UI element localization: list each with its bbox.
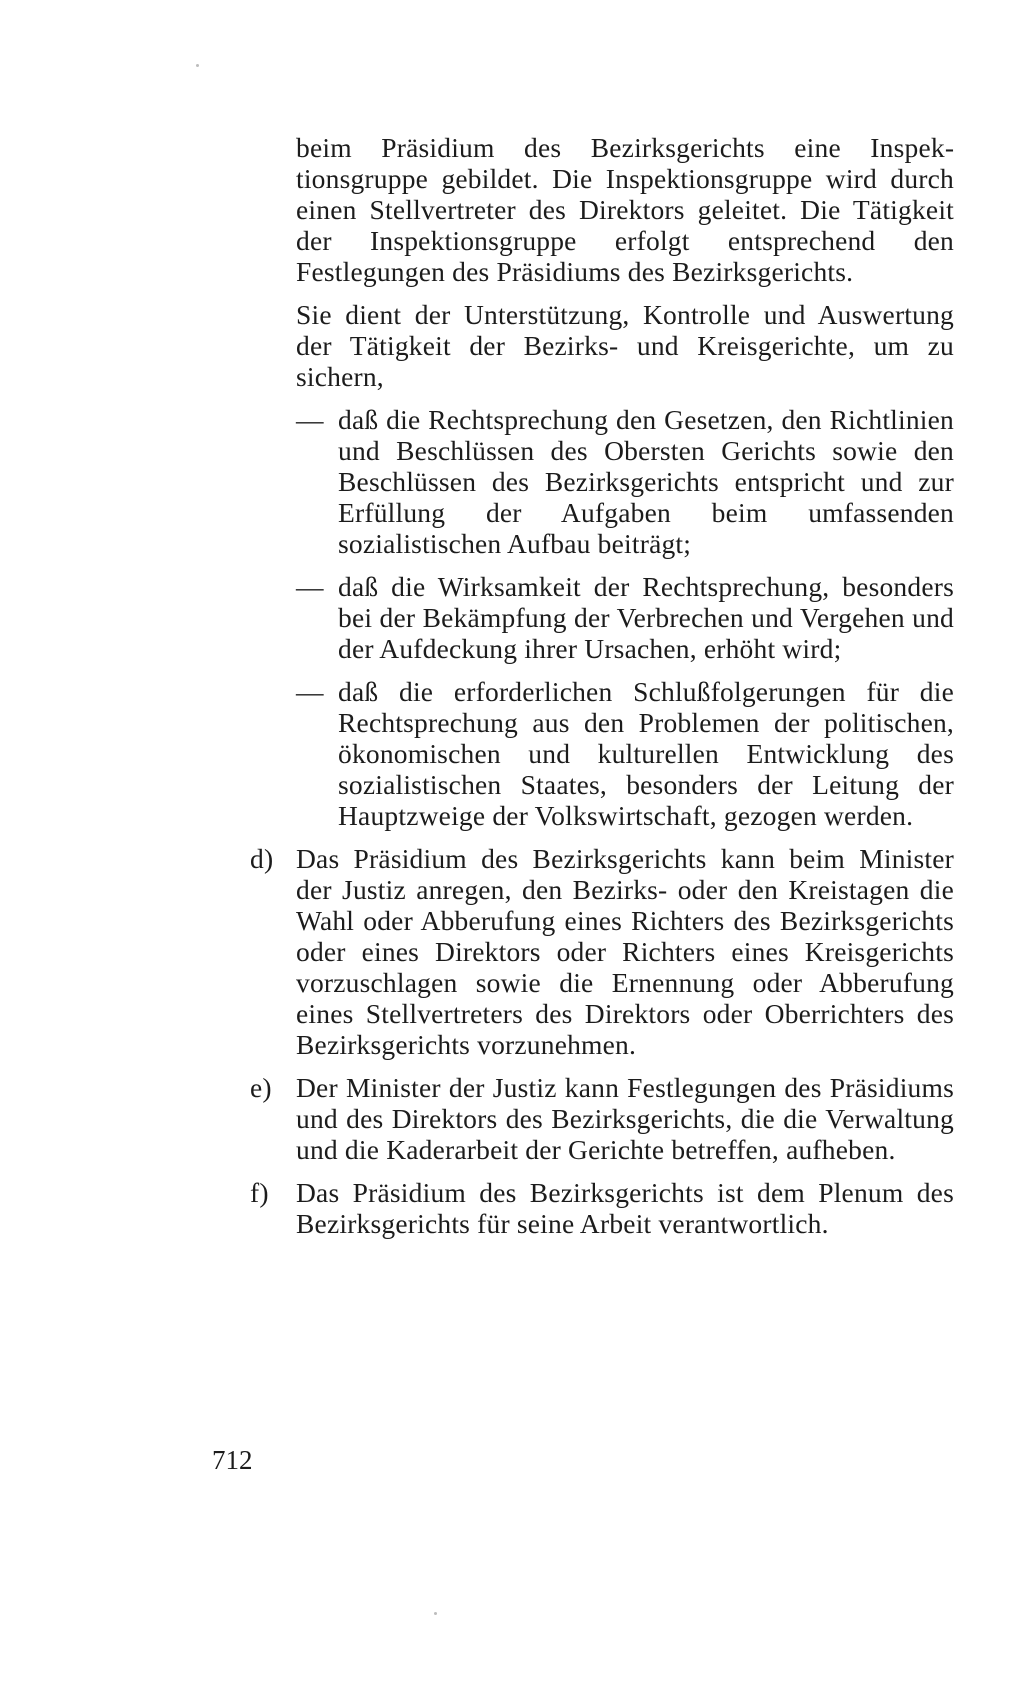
item-letter: d) — [250, 843, 274, 874]
lettered-item-f — [250, 1177, 954, 1239]
dash-item — [296, 404, 954, 559]
item-text: Das Präsidium des Bezirksgerichts ist dem Plenum des Bezirksgerichts für seine Arbeit verantwortlich. — [296, 1177, 954, 1239]
text-column — [250, 132, 954, 1251]
dash-marker: — — [296, 676, 324, 707]
intro-paragraph: beim Präsidium des Bezirksgerichts eine Inspektionsgruppe gebildet. Die Inspektionsgruppe wird durch einen Stellvertreter des Direktors geleitet. Die Tätigkeit der Inspektionsgruppe erfolgt entsprechend den Festlegungen des Präsidiums des Bezirksgerichts. — [296, 132, 954, 287]
dash-item-text: daß die Wirksamkeit der Rechtsprechung, besonders bei der Bekämpfung der Verbrechen und Vergehen und der Aufdeckung ihrer Ursachen, erhöht wird; — [338, 571, 954, 664]
scan-speck — [196, 64, 199, 67]
page-number: 712 — [212, 1445, 253, 1475]
purpose-paragraph: Sie dient der Unterstützung, Kontrolle und Auswertung der Tätigkeit der Bezirks- und Kreisgerichte, um zu sichern, — [296, 299, 954, 392]
item-letter: f) — [250, 1177, 269, 1208]
dash-marker: — — [296, 404, 324, 435]
dash-item-text: daß die erforderlichen Schlußfolgerungen für die Rechtsprechung aus den Problemen der politischen, ökonomischen und kulturellen Entwicklung des sozialistischen Staates, besonders der Leitung der Hauptzweige der Volkswirtschaft, gezogen werden. — [338, 676, 954, 831]
item-text: Der Minister der Justiz kann Festlegungen des Präsidiums und des Direktors des Bezirksgerichts, die die Verwaltung und die Kaderarbeit der Gerichte betreffen, aufheben. — [296, 1072, 954, 1165]
dash-item — [296, 571, 954, 664]
dash-item — [296, 676, 954, 831]
scan-speck — [434, 1612, 437, 1615]
dash-item-text: daß die Rechtsprechung den Gesetzen, den Richtlinien und Beschlüssen des Obersten Gerichts sowie den Beschlüssen des Bezirksgerichts entspricht und zur Erfüllung der Aufgaben beim umfassenden sozialistischen Aufbau beiträgt; — [338, 404, 954, 559]
dash-marker: — — [296, 571, 324, 602]
item-text: Das Präsidium des Bezirksgerichts kann beim Minister der Justiz anregen, den Bezirks- oder den Kreistagen die Wahl oder Abberufung eines Richters des Bezirksgerichts oder eines Direktors oder Richters eines Kreisgerichts vorzuschlagen sowie die Ernennung oder Abberufung eines Stellvertreters des Direktors oder Oberrichters des Bezirksgerichts vorzunehmen. — [296, 843, 954, 1060]
lettered-item-e — [250, 1072, 954, 1165]
dash-list — [296, 404, 954, 831]
item-letter: e) — [250, 1072, 272, 1103]
lettered-item-d — [250, 843, 954, 1060]
